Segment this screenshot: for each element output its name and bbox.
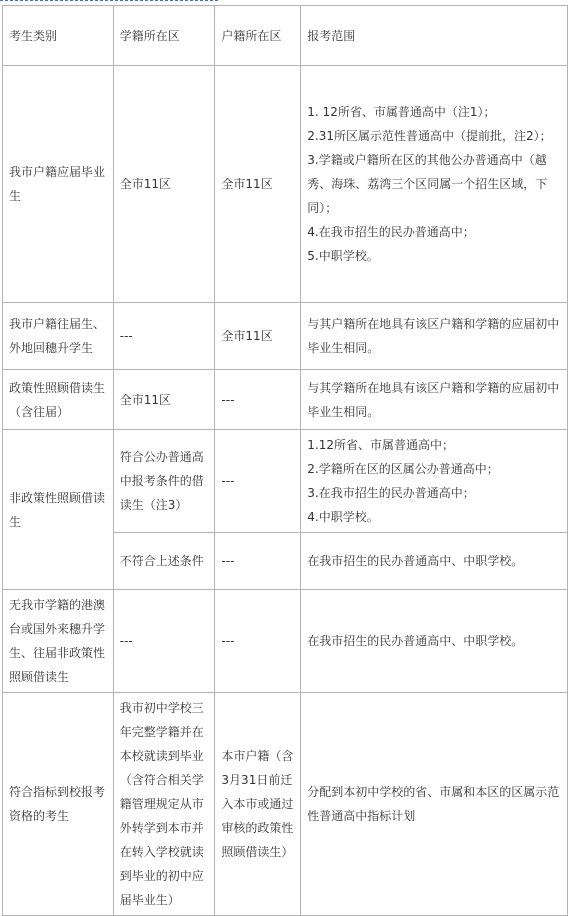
header-application-scope: 报考范围 — [301, 6, 568, 66]
household-registration-cell: --- — [215, 533, 301, 590]
school-registration-cell: 我市初中学校三年完整学籍并在本校就读到毕业（含符合相关学籍管理规定从市外转学到本市并在转入学校就读到毕业的初中应届毕业生） — [113, 693, 215, 916]
header-category: 考生类别 — [3, 6, 114, 66]
table-row — [3, 370, 568, 430]
school-registration-cell: --- — [113, 590, 215, 693]
top-link-underline — [0, 0, 218, 1]
header-household-registration: 户籍所在区 — [215, 6, 301, 66]
scope-list-item: 4.在我市招生的民办普通高中； — [307, 225, 475, 239]
household-registration-cell: --- — [215, 590, 301, 693]
scope-list-item: 3.学籍或户籍所在区的其他公办普通高中（越秀、海珠、荔湾三个区同属一个招生区域，下同）； — [307, 153, 548, 215]
application-scope-cell — [301, 66, 568, 303]
table-row — [3, 303, 568, 370]
school-registration-cell: 不符合上述条件 — [113, 533, 215, 590]
category-cell: 非政策性照顾借读生 — [3, 430, 114, 590]
table-row — [3, 430, 568, 533]
application-scope-cell: 分配到本初中学校的省、市属和本区的区属示范性普通高中指标计划 — [301, 693, 568, 916]
admission-scope-table — [2, 5, 568, 916]
category-cell: 我市户籍应届毕业生 — [3, 66, 114, 303]
category-cell: 政策性照顾借读生（含往届） — [3, 370, 114, 430]
scope-list-item: 4.中职学校。 — [307, 510, 379, 524]
table-row — [3, 693, 568, 916]
scope-list-item: 2.学籍所在区的区属公办普通高中； — [307, 462, 499, 476]
category-cell: 我市户籍往届生、外地回穗升学生 — [3, 303, 114, 370]
table-row — [3, 66, 568, 303]
application-scope-cell: 在我市招生的民办普通高中、中职学校。 — [301, 590, 568, 693]
header-school-registration: 学籍所在区 — [113, 6, 215, 66]
scope-list-item: 1.12所省、市属普通高中； — [307, 438, 455, 452]
application-scope-cell: 与其学籍所在地具有该区户籍和学籍的应届初中毕业生相同。 — [301, 370, 568, 430]
scope-list-item: 3.在我市招生的民办普通高中； — [307, 486, 475, 500]
scope-list-item: 5.中职学校。 — [307, 249, 379, 263]
application-scope-cell: 在我市招生的民办普通高中、中职学校。 — [301, 533, 568, 590]
school-registration-cell: 全市11区 — [113, 370, 215, 430]
application-scope-cell: 与其户籍所在地具有该区户籍和学籍的应届初中毕业生相同。 — [301, 303, 568, 370]
application-scope-cell — [301, 430, 568, 533]
household-registration-cell: 本市户籍（含3月31日前迁入本市或通过审核的政策性照顾借读生） — [215, 693, 301, 916]
category-cell: 符合指标到校报考资格的考生 — [3, 693, 114, 916]
category-cell: 无我市学籍的港澳台或国外来穗升学生、往届非政策性照顾借读生 — [3, 590, 114, 693]
household-registration-cell: --- — [215, 430, 301, 533]
scope-list-item: 1. 12所省、市属普通高中（注1）； — [307, 105, 496, 119]
scope-list-item: 2.31所区属示范性普通高中（提前批，注2）； — [307, 129, 552, 143]
household-registration-cell: --- — [215, 370, 301, 430]
household-registration-cell: 全市11区 — [215, 303, 301, 370]
table-row — [3, 590, 568, 693]
school-registration-cell: --- — [113, 303, 215, 370]
household-registration-cell: 全市11区 — [215, 66, 301, 303]
school-registration-cell: 全市11区 — [113, 66, 215, 303]
table-header-row — [3, 6, 568, 66]
school-registration-cell: 符合公办普通高中报考条件的借读生（注3） — [113, 430, 215, 533]
